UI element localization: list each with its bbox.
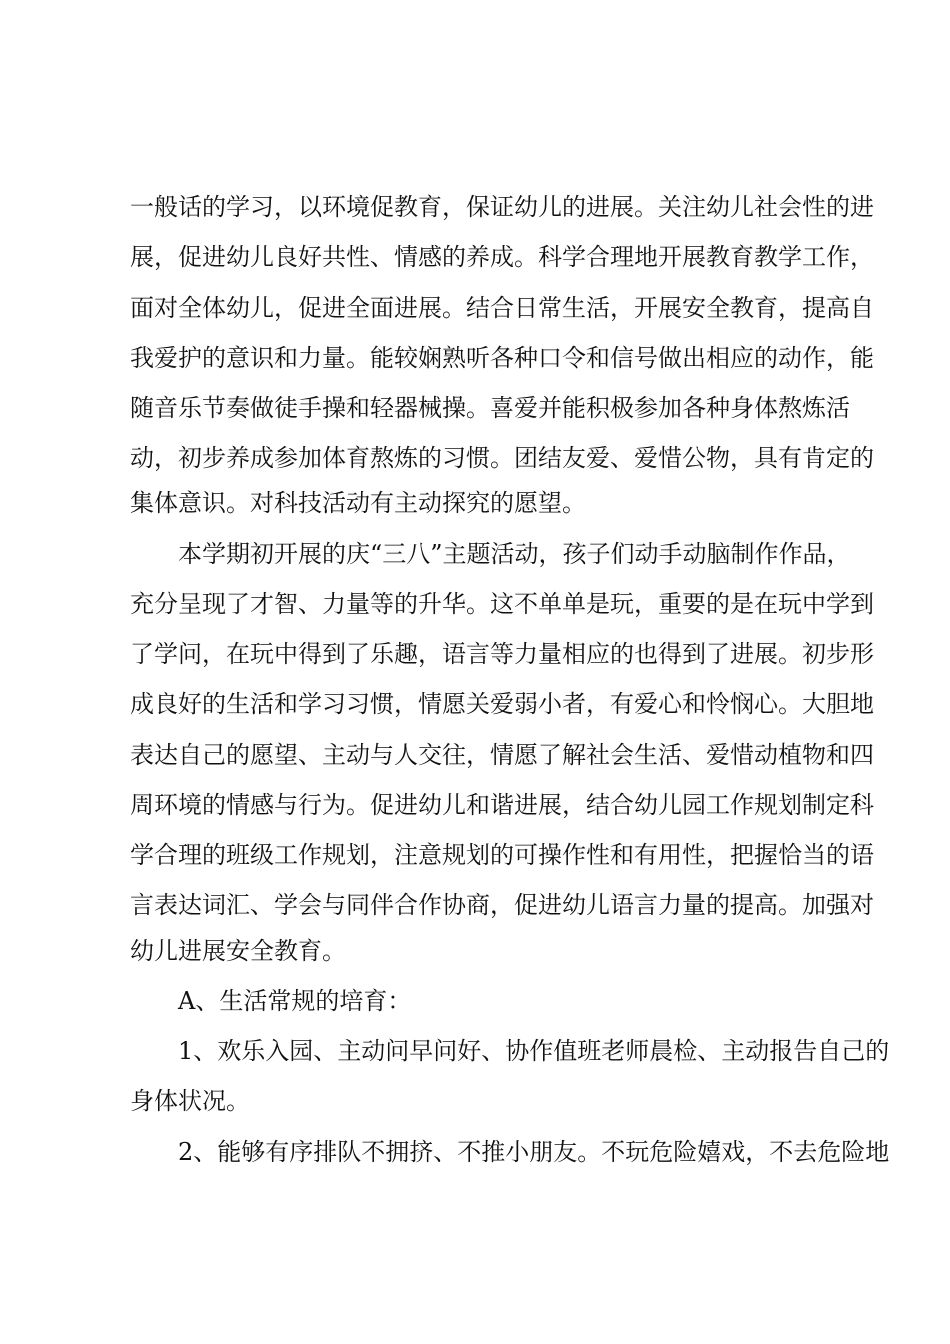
paragraph-line: 面对全体幼儿，促进全面进展。结合日常生活，开展安全教育，提高自 bbox=[130, 294, 874, 322]
paragraph-line: 随音乐节奏做徒手操和轻器械操。喜爱并能积极参加各种身体熬炼活 bbox=[130, 394, 850, 422]
paragraph-line: 展，促进幼儿良好共性、情感的养成。科学合理地开展教育教学工作， bbox=[130, 243, 874, 271]
paragraph-line: 了学问，在玩中得到了乐趣，语言等力量相应的也得到了进展。初步形 bbox=[130, 640, 874, 668]
paragraph-line: 动，初步养成参加体育熬炼的习惯。团结友爱、爱惜公物，具有肯定的 bbox=[130, 444, 874, 472]
paragraph-line: 学合理的班级工作规划，注意规划的可操作性和有用性，把握恰当的语 bbox=[130, 841, 874, 869]
paragraph-line: 表达自己的愿望、主动与人交往，情愿了解社会生活、爱惜动植物和四 bbox=[130, 741, 874, 769]
paragraph-line: 集体意识。对科技活动有主动探究的愿望。 bbox=[130, 489, 586, 517]
list-item-line: 身体状况。 bbox=[130, 1087, 250, 1115]
paragraph-line: 我爱护的意识和力量。能较娴熟听各种口令和信号做出相应的动作，能 bbox=[130, 344, 874, 372]
section-heading: A、生活常规的培育： bbox=[178, 987, 412, 1015]
list-item-line: 2、能够有序排队不拥挤、不推小朋友。不玩危险嬉戏，不去危险地 bbox=[178, 1138, 890, 1166]
paragraph-line: 一般话的学习，以环境促教育，保证幼儿的进展。关注幼儿社会性的进 bbox=[130, 193, 874, 221]
paragraph-line: 成良好的生活和学习习惯，情愿关爱弱小者，有爱心和怜悯心。大胆地 bbox=[130, 690, 874, 718]
paragraph-line: 周环境的情感与行为。促进幼儿和谐进展，结合幼儿园工作规划制定科 bbox=[130, 791, 874, 819]
paragraph-line: 充分呈现了才智、力量等的升华。这不单单是玩，重要的是在玩中学到 bbox=[130, 590, 874, 618]
paragraph-line: 幼儿进展安全教育。 bbox=[130, 937, 346, 965]
list-item-line: 1、欢乐入园、主动问早问好、协作值班老师晨检、主动报告自己的 bbox=[178, 1037, 890, 1065]
paragraph-line: 言表达词汇、学会与同伴合作协商，促进幼儿语言力量的提高。加强对 bbox=[130, 891, 874, 919]
paragraph-line: 本学期初开展的庆“三八”主题活动，孩子们动手动脑制作作品， bbox=[178, 540, 851, 568]
